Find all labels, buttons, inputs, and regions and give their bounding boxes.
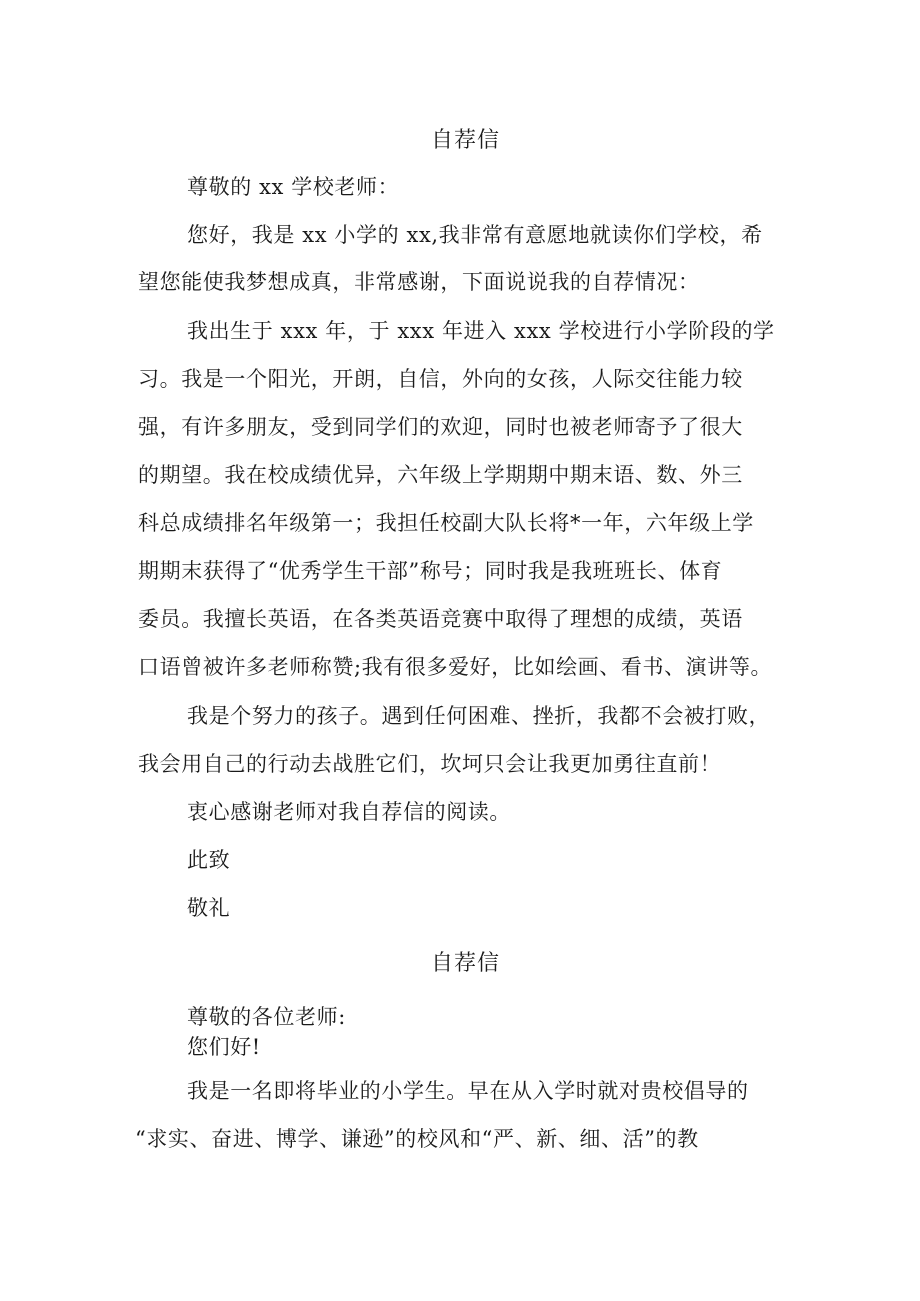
letter1-line-5: 的期望。我在校成绩优异，六年级上学期期中期末语、数、外三: [138, 463, 743, 487]
letter1-line-7: 期期末获得了“优秀学生干部”称号；同时我是我班班长、体育: [138, 559, 723, 583]
letter1-title: 自荐信: [431, 128, 501, 153]
letter2-greeting: 您们好!: [187, 1035, 261, 1059]
letter2-title: 自荐信: [431, 951, 501, 976]
letter1-line-3: 习。我是一个阳光，开朗，自信，外向的女孩，人际交往能力较: [138, 367, 743, 391]
letter2-line-0: 我是一名即将毕业的小学生。早在从入学时就对贵校倡导的: [187, 1079, 749, 1103]
letter1-line-11: 我会用自己的行动去战胜它们，坎坷只会让我更加勇往直前！: [138, 752, 722, 776]
letter1-line-2: 我出生于 xxx 年，于 xxx 年进入 xxx 学校进行小学阶段的学: [187, 319, 775, 343]
letter1-line-8: 委员。我擅长英语，在各类英语竞赛中取得了理想的成绩，英语: [138, 607, 743, 631]
letter1-line-4: 强，有许多朋友，受到同学们的欢迎，同时也被老师寄予了很大: [138, 415, 743, 439]
letter1-closing-2: 敬礼: [187, 896, 231, 920]
letter1-salutation: 尊敬的 xx 学校老师：: [187, 175, 400, 199]
letter2-line-1: “求实、奋进、博学、谦逊”的校风和“严、新、细、活”的教: [135, 1127, 699, 1151]
letter2-salutation: 尊敬的各位老师:: [187, 1005, 346, 1029]
letter1-line-1: 望您能使我梦想成真，非常感谢，下面说说我的自荐情况：: [138, 270, 700, 294]
letter1-closing-1: 此致: [187, 848, 231, 872]
letter1-line-0: 您好，我是 xx 小学的 xx,我非常有意愿地就读你们学校，希: [187, 223, 763, 247]
letter1-line-9: 口语曾被许多老师称赞;我有很多爱好，比如绘画、看书、演讲等。: [138, 655, 773, 679]
letter1-line-12: 衷心感谢老师对我自荐信的阅读。: [187, 800, 511, 824]
letter1-line-10: 我是个努力的孩子。遇到任何困难、挫折，我都不会被打败，: [187, 704, 771, 728]
letter1-line-6: 科总成绩排名年级第一；我担任校副大队长将*一年，六年级上学: [138, 511, 754, 535]
